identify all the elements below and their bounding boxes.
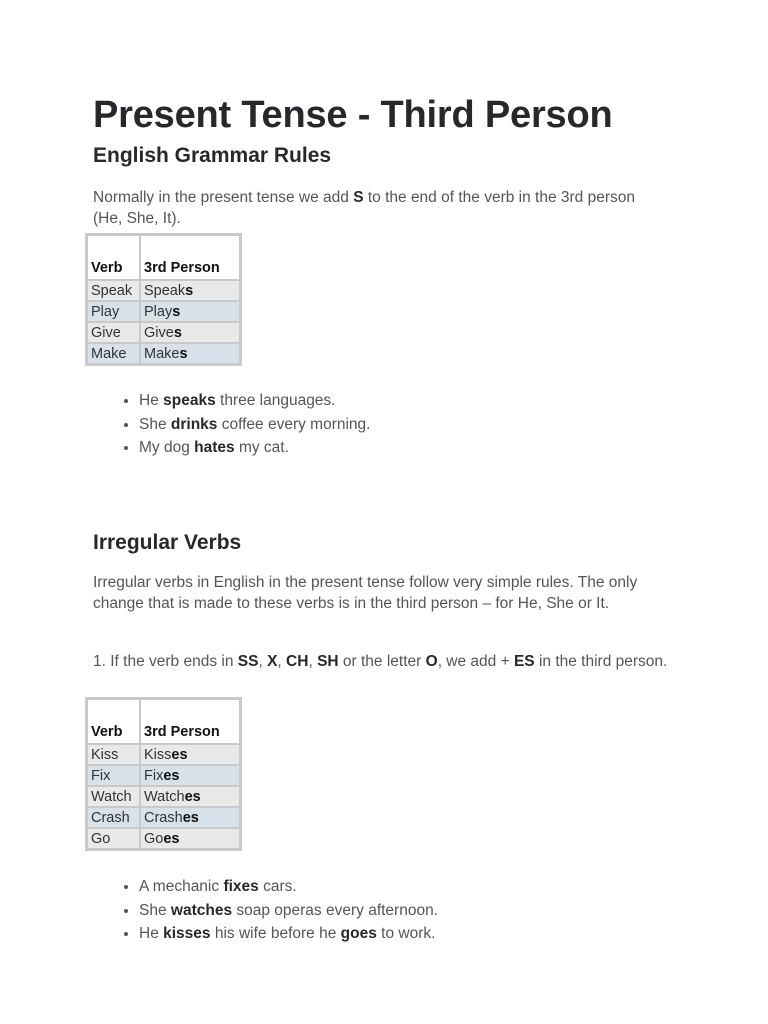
- example-text: cars.: [258, 878, 297, 895]
- rule-text: in the third person.: [534, 653, 668, 670]
- rule-bold: CH: [286, 653, 309, 670]
- example-list-irregular: [93, 875, 438, 946]
- rule-text: ,: [277, 653, 287, 670]
- verb-base: Make: [144, 345, 180, 362]
- verb-suffix: s: [172, 303, 181, 320]
- verb-base: Kiss: [144, 746, 172, 763]
- list-item: [139, 922, 438, 946]
- verb-suffix: s: [185, 282, 194, 299]
- verb-cell: Watch: [87, 786, 141, 807]
- intro-bold-s: S: [353, 189, 364, 206]
- column-header-verb: Verb: [87, 235, 141, 281]
- irregular-intro-paragraph: Irregular verbs in English in the present tense follow very simple rules. The only change that is made to these verbs is in the third person – for He, She or It.: [93, 574, 638, 612]
- example-text: my cat.: [234, 439, 289, 456]
- rule-1-paragraph: [93, 652, 668, 673]
- verb-cell: Fix: [87, 765, 141, 786]
- example-verb: fixes: [223, 878, 259, 895]
- intro-paragraph: [93, 188, 668, 229]
- verb-suffix: es: [184, 788, 201, 805]
- example-text: A mechanic: [139, 878, 224, 895]
- example-text: She: [139, 901, 171, 919]
- verb-cell: Play: [87, 301, 141, 322]
- column-header-third-person: 3rd Person: [140, 699, 241, 745]
- example-verb: watches: [170, 901, 233, 919]
- rule-bold: X: [267, 653, 278, 670]
- table-row: [87, 343, 241, 365]
- rule-text: ,: [258, 653, 268, 670]
- table-row: [87, 828, 241, 850]
- list-item: [139, 436, 370, 460]
- third-person-cell: [140, 280, 241, 301]
- table-row: [87, 301, 241, 322]
- table-row: [87, 322, 241, 343]
- third-person-cell: [140, 322, 241, 343]
- verb-base: Watch: [144, 788, 185, 805]
- column-header-third-person: 3rd Person: [140, 235, 241, 281]
- rule-text: or the letter: [338, 653, 426, 670]
- example-text: his wife before he: [210, 925, 341, 942]
- verb-suffix: es: [163, 767, 180, 784]
- verb-table-regular: [85, 233, 242, 366]
- table-header-row: [87, 235, 241, 281]
- verb-cell: Kiss: [87, 744, 141, 765]
- third-person-cell: [140, 301, 241, 322]
- list-item: [139, 899, 438, 923]
- verb-suffix: es: [171, 746, 188, 763]
- list-item: [139, 413, 370, 437]
- rule-bold: SS: [237, 653, 259, 670]
- table-header-row: [87, 699, 241, 745]
- example-verb: drinks: [170, 415, 218, 433]
- verb-base: Speak: [144, 282, 186, 299]
- example-text: three languages.: [215, 392, 336, 409]
- verb-cell: Give: [87, 322, 141, 343]
- verb-cell: Make: [87, 343, 141, 365]
- rule-bold: O: [425, 653, 438, 670]
- example-text: to work.: [376, 925, 436, 942]
- example-text: He: [139, 392, 164, 409]
- intro-text-1: Normally in the present tense we add: [93, 189, 354, 206]
- example-verb: goes: [340, 925, 377, 942]
- verb-suffix: es: [163, 830, 180, 847]
- example-list-regular: [93, 389, 370, 460]
- example-text: soap operas every afternoon.: [232, 901, 438, 919]
- third-person-cell: [140, 828, 241, 850]
- example-text: My dog: [139, 439, 195, 456]
- third-person-cell: [140, 765, 241, 786]
- verb-suffix: s: [179, 345, 188, 362]
- intro-text-2: to the end of the verb in the 3rd person (He, She, It).: [93, 189, 635, 227]
- verb-base: Fix: [144, 767, 164, 784]
- example-text: coffee every morning.: [217, 415, 371, 433]
- verb-base: Go: [144, 830, 164, 847]
- table-row: [87, 744, 241, 765]
- page-title: Present Tense - Third Person: [93, 94, 613, 136]
- verb-table-irregular: [85, 697, 242, 851]
- third-person-cell: [140, 786, 241, 807]
- column-header-verb: Verb: [87, 699, 141, 745]
- example-verb: kisses: [163, 925, 211, 942]
- verb-cell: Go: [87, 828, 141, 850]
- example-text: She: [139, 415, 171, 433]
- verb-suffix: es: [182, 809, 199, 826]
- section-title-irregular: Irregular Verbs: [93, 531, 242, 554]
- table-row: [87, 765, 241, 786]
- list-item: [139, 389, 370, 413]
- rule-bold: ES: [513, 653, 535, 670]
- page-subtitle: English Grammar Rules: [93, 144, 332, 167]
- table-row: [87, 807, 241, 828]
- example-text: He: [139, 925, 164, 942]
- verb-cell: Speak: [87, 280, 141, 301]
- verb-base: Give: [144, 324, 174, 341]
- table-row: [87, 786, 241, 807]
- list-item: [139, 875, 438, 899]
- rule-text: , we add +: [437, 653, 514, 670]
- third-person-cell: [140, 744, 241, 765]
- example-verb: hates: [194, 439, 235, 456]
- verb-cell: Crash: [87, 807, 141, 828]
- third-person-cell: [140, 807, 241, 828]
- verb-base: Crash: [144, 809, 183, 826]
- verb-base: Play: [144, 303, 173, 320]
- rule-text: 1. If the verb ends in: [93, 653, 238, 670]
- table-row: [87, 280, 241, 301]
- rule-text: ,: [308, 653, 318, 670]
- example-verb: speaks: [163, 392, 216, 409]
- rule-bold: SH: [317, 653, 339, 670]
- verb-suffix: s: [173, 324, 182, 341]
- third-person-cell: [140, 343, 241, 365]
